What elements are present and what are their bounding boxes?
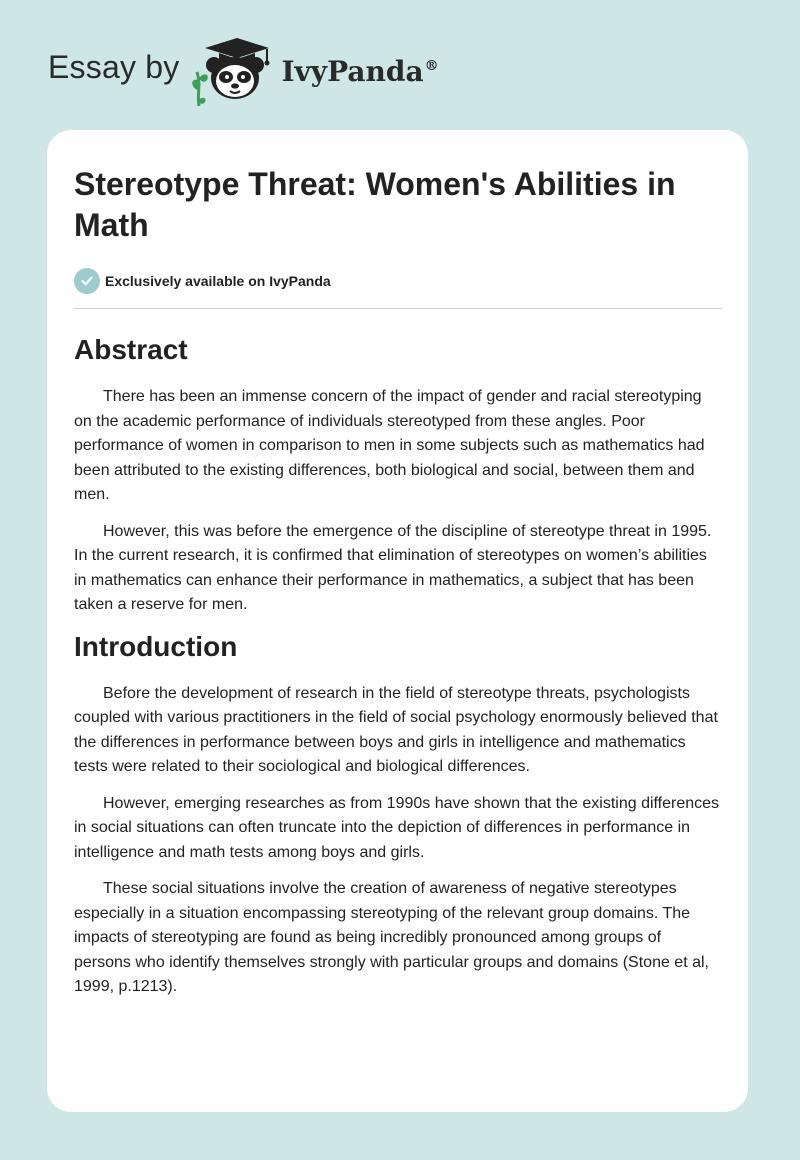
brand-name[interactable]: IvyPanda® [281,54,439,88]
badge-text: Exclusively available on IvyPanda [105,273,331,289]
panda-graduate-icon[interactable] [187,28,279,108]
paragraph: Before the development of research in the field of stereotype threats, psychologists coupled with various practitioners in the field of social psychology enormously believed that the differences in performance between boys and girls in intelligence and mathematics tests were related to their sociological and biological differences. [74,684,718,775]
exclusive-badge [74,268,722,294]
paragraph: However, this was before the emergence of the discipline of stereotype threat in 1995. In the current research, it is confirmed that elimination of stereotypes on women’s abilities in mathematics can enhance their performance in mathematics, a subject that has been taken a reserve for men. [74,522,712,613]
check-circle-icon [74,268,100,294]
essay-title: Stereotype Threat: Women's Abilities in Math [74,166,676,243]
section-heading-introduction: Introduction [74,630,238,662]
registered-mark: ® [424,58,439,75]
paragraph: However, emerging researches as from 1990s have shown that the existing differences in social situations can often truncate into the depiction of differences in performance in intelligence and math tests among boys and girls. [74,794,720,861]
site-header [48,28,439,108]
essay-card [47,130,748,1112]
paragraph: These social situations involve the creation of awareness of negative stereotypes especially in a situation encompassing stereotyping of the relevant group domains. The impacts of stereotyping are found as being incredibly pronounced among groups of persons who identify themselves strongly with particular groups and domains (Stone et al, 1999, p.1213). [74,880,709,995]
divider [74,308,722,309]
section-heading-abstract: Abstract [74,334,188,365]
essay-by-label: Essay by [48,48,180,85]
paragraph: There has been an immense concern of the impact of gender and racial stereotyping on the academic performance of individuals stereotyped from these angles. Poor performance of women in comparison to men in some subjects such as mathematics had been attributed to the existing differences, both biological and social, between them and men. [74,388,705,503]
